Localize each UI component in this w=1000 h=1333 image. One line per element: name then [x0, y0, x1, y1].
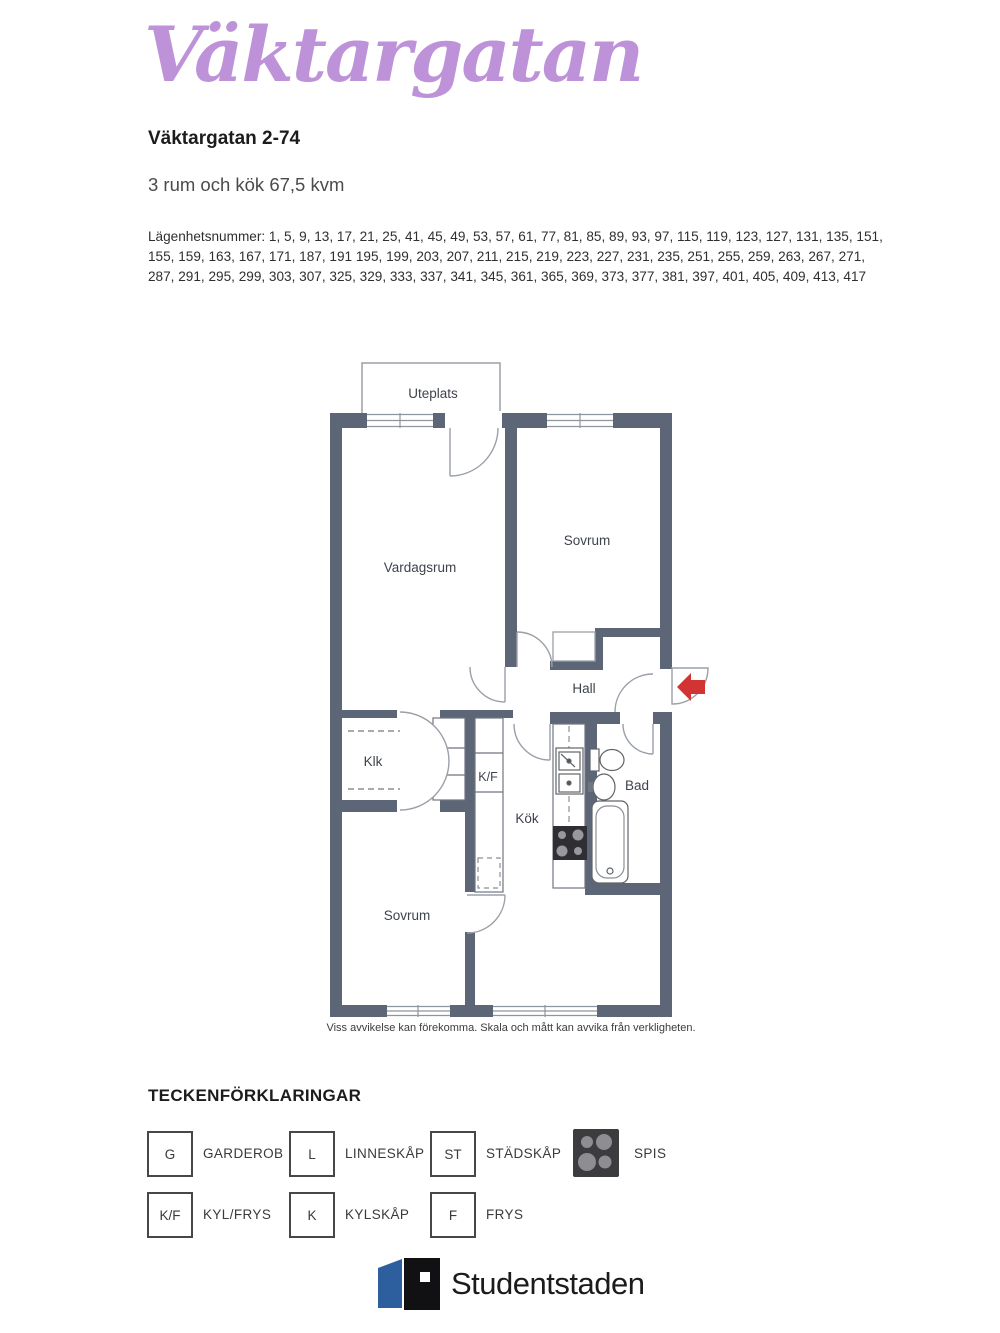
- legend-label-kylskap: KYLSKÅP: [345, 1207, 410, 1222]
- brand-name: Studentstaden: [451, 1266, 645, 1301]
- toilet-icon: [590, 749, 624, 771]
- legend-label-garderob: GARDEROB: [203, 1146, 284, 1161]
- legend-heading: TECKENFÖRKLARINGAR: [148, 1086, 362, 1105]
- legend-label-spis: SPIS: [634, 1146, 667, 1161]
- label-living-room: Vardagsrum: [383, 560, 457, 575]
- legend-symbol-frys: F: [430, 1192, 476, 1238]
- legend-symbol-kylfrys: K/F: [147, 1192, 193, 1238]
- hall-wardrobe: [553, 632, 595, 661]
- floorplan-svg: [325, 358, 710, 1038]
- legend-symbol-linneskap: L: [289, 1131, 335, 1177]
- bathtub-icon: [592, 801, 628, 883]
- legend-symbol-stadskap: ST: [430, 1131, 476, 1177]
- label-bathroom: Bad: [624, 778, 650, 793]
- studentstaden-logo-icon: [377, 1256, 443, 1312]
- apartment-type: 3 rum och kök 67,5 kvm: [148, 174, 345, 195]
- footer-brand: [377, 1256, 644, 1312]
- legend-label-frys: FRYS: [486, 1207, 524, 1222]
- label-kitchen: Kök: [515, 811, 539, 826]
- address-heading: Väktargatan 2-74: [148, 128, 301, 149]
- legend-label-linneskap: LINNESKÅP: [345, 1146, 425, 1161]
- label-closet: Klk: [363, 754, 383, 769]
- page-title: Väktargatan: [144, 10, 643, 99]
- stove-icon: [553, 826, 587, 860]
- fridge-freezer-cabinet: [475, 718, 503, 892]
- balcony-door-opening: [445, 411, 502, 430]
- label-bedroom-bottom: Sovrum: [383, 908, 431, 923]
- legend-label-stadskap: STÄDSKÅP: [486, 1146, 562, 1161]
- legend-label-kylfrys: KYL/FRYS: [203, 1207, 272, 1222]
- label-bedroom-top: Sovrum: [563, 533, 611, 548]
- legend-symbol-kylskap: K: [289, 1192, 335, 1238]
- disclaimer-text: Viss avvikelse kan förekomma. Skala och mått kan avvika från verkligheten.: [326, 1022, 696, 1034]
- label-balcony: Uteplats: [408, 386, 458, 401]
- label-fridge-freezer: K/F: [478, 770, 498, 784]
- sink-icon: [556, 748, 583, 794]
- label-hall: Hall: [572, 681, 596, 696]
- stove-legend-icon: [573, 1129, 619, 1177]
- legend-symbol-garderob: G: [147, 1131, 193, 1177]
- apartment-numbers: Lägenhetsnummer: 1, 5, 9, 13, 17, 21, 25, 41, 45, 49, 53, 57, 61, 77, 81, 85, 89, 93, 97, 115, 119, 123, 127, 131, 135, 151, 155, 159, 163, 167, 171, 187, 191 195, 199, 203, 207, 211, 215, 219, 223, 227, 231, 235, 251, 255, 259, 263, 267, 271, 287, 291, 295, 299, 303, 307, 325, 329, 333, 337, 341, 345, 361, 365, 369, 373, 377, 381, 397, 401, 405, 409, 413, 417: [148, 229, 883, 284]
- walls: [330, 413, 672, 1017]
